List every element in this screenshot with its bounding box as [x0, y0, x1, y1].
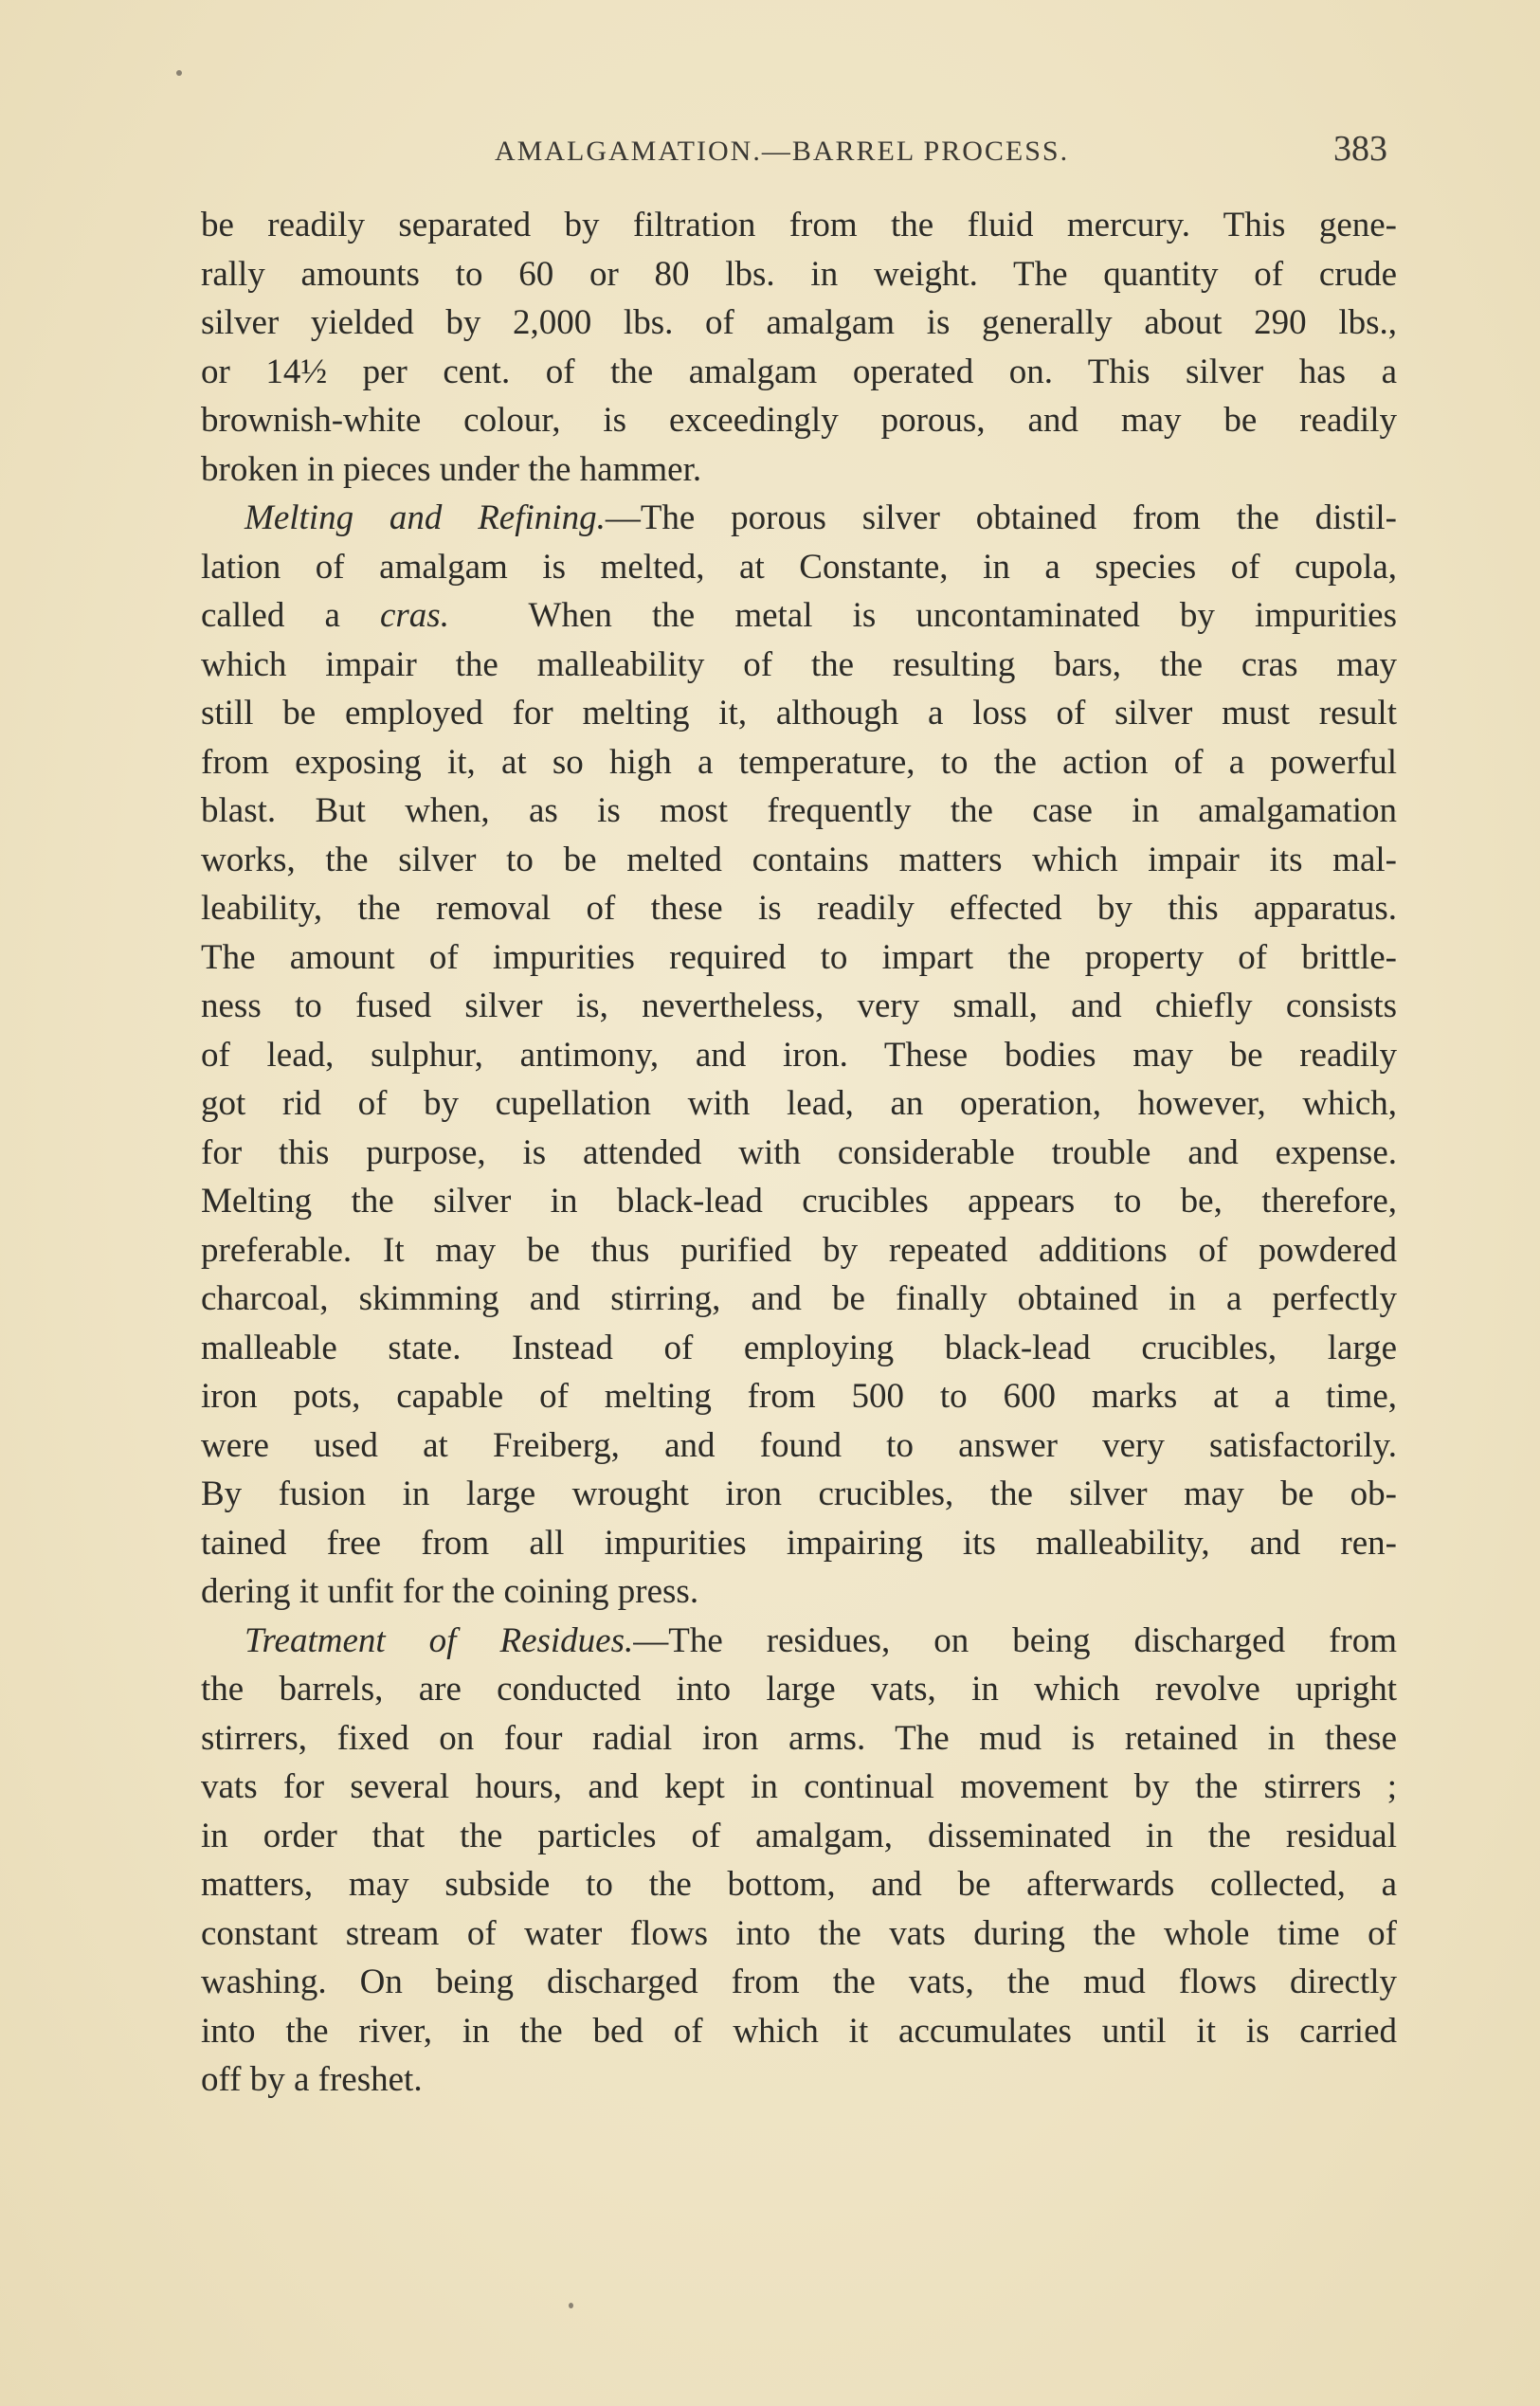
text-line: The amount of impurities required to impart the property of brittle-	[201, 937, 1397, 977]
body-text	[201, 201, 1397, 2105]
text-line: were used at Freiberg, and found to answer very satisfactorily.	[201, 1425, 1397, 1465]
text-line: of lead, sulphur, antimony, and iron. These bodies may be readily	[201, 1035, 1397, 1075]
text-line: be readily separated by filtration from the fluid mercury. This gene-	[201, 206, 1397, 244]
text-line: broken in pieces under the hammer.	[201, 449, 702, 489]
text-line: or 14½ per cent. of the amalgam operated on. This silver has a	[201, 352, 1397, 391]
page-speck	[176, 70, 182, 76]
text-line: charcoal, skimming and stirring, and be finally obtained in a perfectly	[201, 1279, 1397, 1318]
italic-term: cras.	[379, 596, 449, 635]
text-line: dering it unfit for the coining press.	[201, 1572, 699, 1611]
text-run: —The residues, on being discharged from	[633, 1620, 1397, 1660]
text-line: constant stream of water flows into the vats during the whole time of	[201, 1913, 1397, 1953]
text-line: leability, the removal of these is readily effected by this apparatus.	[201, 889, 1397, 928]
text-line: which impair the malleability of the resulting bars, the cras may	[201, 644, 1397, 684]
text-line: stirrers, fixed on four radial iron arms. The mud is retained in these	[201, 1718, 1397, 1758]
text-line: got rid of by cupellation with lead, an operation, however, which,	[201, 1084, 1397, 1123]
text-line: ness to fused silver is, nevertheless, very small, and chiefly consists	[201, 986, 1397, 1025]
text-line: blast. But when, as is most frequently the case in amalgamation	[201, 791, 1397, 830]
text-line	[201, 591, 1397, 641]
text-line: preferable. It may be thus purified by repeated additions of powdered	[201, 1230, 1397, 1270]
page-header	[201, 128, 1387, 175]
text-line: the barrels, are conducted into large vats, in which revolve upright	[201, 1670, 1397, 1709]
text-line: still be employed for melting it, although a loss of silver must result	[201, 694, 1397, 733]
page-speck	[569, 2303, 573, 2308]
paragraph-start-line	[201, 1617, 1397, 1666]
text-line: vats for several hours, and kept in continual movement by the stirrers ;	[201, 1767, 1397, 1806]
text-line: washing. On being discharged from the vats, the mud flows directly	[201, 1963, 1397, 2001]
text-line: in order that the particles of amalgam, disseminated in the residual	[201, 1816, 1397, 1855]
text-run: —The porous silver obtained from the distil-	[605, 498, 1397, 537]
text-line: iron pots, capable of melting from 500 to 600 marks at a time,	[201, 1377, 1397, 1416]
running-head: AMALGAMATION.—BARREL PROCESS.	[495, 136, 1070, 167]
page-number: 383	[1333, 129, 1387, 169]
text-line: lation of amalgam is melted, at Constante, in a species of cupola,	[201, 547, 1397, 587]
text-line: off by a freshet.	[201, 2060, 423, 2099]
text-line: rally amounts to 60 or 80 lbs. in weight. The quantity of crude	[201, 254, 1397, 294]
text-line: works, the silver to be melted contains matters which impair its mal-	[201, 840, 1397, 879]
text-line: tained free from all impurities impairing its malleability, and ren-	[201, 1523, 1397, 1563]
text-line: Melting the silver in black-lead crucibles appears to be, therefore,	[201, 1182, 1397, 1221]
text-line: matters, may subside to the bottom, and be afterwards collected, a	[201, 1865, 1397, 1904]
text-line: for this purpose, is attended with considerable trouble and expense.	[201, 1132, 1397, 1172]
text-line: from exposing it, at so high a temperature, to the action of a powerful	[201, 742, 1397, 782]
text-run: When the metal is uncontaminated by impurities	[448, 596, 1397, 635]
section-heading-residues: Treatment of Residues.	[245, 1620, 634, 1660]
text-line: By fusion in large wrought iron crucibles, the silver may be ob-	[201, 1474, 1397, 1513]
paragraph-start-line	[201, 494, 1397, 543]
text-line: silver yielded by 2,000 lbs. of amalgam is generally about 290 lbs.,	[201, 303, 1397, 342]
text-line: malleable state. Instead of employing black-lead crucibles, large	[201, 1328, 1397, 1367]
text-line: brownish-white colour, is exceedingly porous, and may be readily	[201, 401, 1397, 440]
section-heading-melting: Melting and Refining.	[245, 498, 606, 537]
text-line: into the river, in the bed of which it accumulates until it is carried	[201, 2011, 1397, 2051]
text-run: called a	[201, 596, 380, 635]
